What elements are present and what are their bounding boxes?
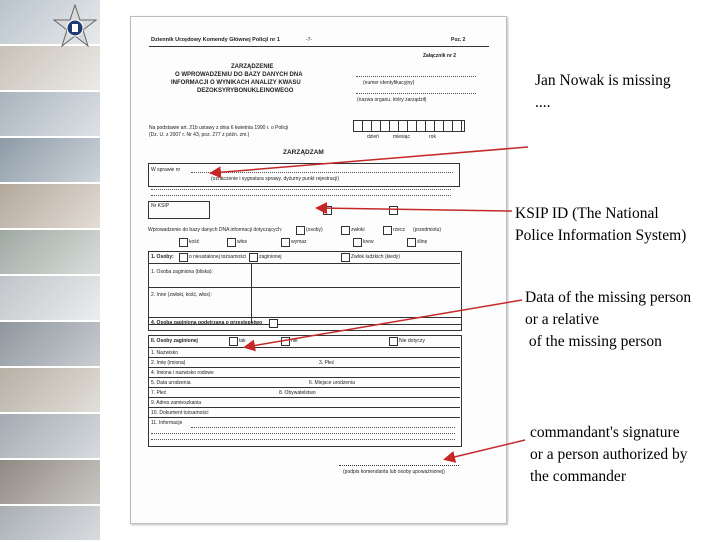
field-label: 11. Informacje bbox=[151, 420, 183, 426]
option-label: krew bbox=[363, 239, 374, 245]
field-label: 3. Płeć bbox=[319, 360, 335, 366]
annotation-signature: commandant's signature or a person authorized by the commander bbox=[530, 424, 688, 485]
suspect-label: 4. Osoba zaginiona podejrzana o przestępstwo bbox=[151, 320, 263, 326]
annotation-ksip: KSIP ID (The National Police Information System) bbox=[515, 205, 687, 244]
case-label: W sprawie nr bbox=[151, 167, 181, 173]
option-label: ślinę bbox=[417, 239, 428, 245]
stamp-caption-2: (nazwa organu, który zarządził) bbox=[357, 97, 427, 103]
case-sub: (oznaczenie i sygnatura sprawy, dyżurny punkt rejestracji) bbox=[211, 176, 340, 182]
arrow-signature bbox=[446, 440, 525, 459]
person-option: Nie dotyczy bbox=[399, 338, 425, 344]
doc-header-left: Dziennik Urzędowy Komendy Głównej Policji nr 1 bbox=[151, 37, 280, 43]
date-label-day: dzień bbox=[367, 134, 379, 140]
option-label: (osoby) bbox=[306, 227, 323, 233]
title-line-4: DEZOKSYRYBONUKLEINOWEGO bbox=[197, 88, 294, 94]
person-option: tak bbox=[239, 338, 246, 344]
field-label: 7. Płeć bbox=[151, 390, 167, 396]
title-line-1: ZARZĄDZENIE bbox=[231, 64, 274, 70]
option-label: kość bbox=[189, 239, 200, 245]
person-option: nie bbox=[291, 338, 298, 344]
option-label: włos bbox=[237, 239, 248, 245]
db-label: Wprowadzenie do bazy danych DNA informacji dotyczących: bbox=[148, 227, 283, 233]
type-option: Zwłok ludzkich (kiedy) bbox=[351, 254, 400, 260]
row-label: 2. Inne (zwłoki, kość, włos): bbox=[151, 292, 212, 298]
date-label-year: rok bbox=[429, 134, 436, 140]
title-line-2: O WPROWADZENIU DO BAZY DANYCH DNA bbox=[175, 72, 303, 78]
signature-caption: (podpis komendanta lub osoby upoważnionej) bbox=[343, 469, 445, 475]
attachment-label: Załącznik nr 2 bbox=[423, 53, 457, 59]
field-label: 10. Dokument tożsamości bbox=[151, 410, 209, 416]
field-label: 2. Imię (imiona) bbox=[151, 360, 186, 366]
ksip-label: Nr KSIP bbox=[151, 203, 170, 209]
arrow-ksip bbox=[318, 208, 512, 211]
doc-header-mid: -7- bbox=[306, 37, 313, 43]
field-label: 9. Adres zamieszkania bbox=[151, 400, 202, 406]
option-label: (przedmiotu) bbox=[413, 227, 442, 233]
arrow-missing bbox=[212, 147, 528, 173]
arrow-person bbox=[246, 300, 522, 347]
field-label: 5. Data urodzenia bbox=[151, 380, 191, 386]
option-label: zwłoki bbox=[351, 227, 365, 233]
title-line-3: INFORMACJI O WYNIKACH ANALIZY KWASU bbox=[171, 80, 301, 86]
field-label: 1. Nazwisko bbox=[151, 350, 178, 356]
annotation-missing-person: Jan Nowak is missing .... bbox=[535, 72, 671, 111]
legal-basis-2: (Dz. U. z 2007 r. Nr 43, poz. 277 z późn. zm.) bbox=[149, 132, 250, 138]
type-option: zaginionej bbox=[259, 254, 282, 260]
type-option: o nieustalonej tożsamości bbox=[189, 254, 247, 260]
legal-basis-1: Na podstawie art. 21b ustawy z dnia 6 kwietnia 1990 r. o Policji bbox=[149, 125, 289, 131]
field-label: 4. Imiona i nazwisko rodowe bbox=[151, 370, 214, 376]
type-heading: 1. Osoby: bbox=[151, 254, 174, 260]
option-label: wymaz bbox=[291, 239, 307, 245]
option-label: rzecz bbox=[393, 227, 405, 233]
order-heading: ZARZĄDZAM bbox=[283, 149, 324, 156]
doc-header-right: Poz. 2 bbox=[451, 37, 466, 43]
person-heading: II. Osoby zaginionej bbox=[151, 338, 198, 344]
annotation-person-data: Data of the missing person or a relative of the missing person bbox=[525, 289, 692, 350]
date-label-month: miesiąc bbox=[393, 134, 410, 140]
field-label: 6. Miejsce urodzenia bbox=[309, 380, 355, 386]
row-label: 1. Osoba zaginiona (bliska): bbox=[151, 269, 213, 275]
stamp-caption-1: (numer identyfikacyjny) bbox=[363, 80, 415, 86]
field-label: 8. Obywatelstwo bbox=[279, 390, 316, 396]
